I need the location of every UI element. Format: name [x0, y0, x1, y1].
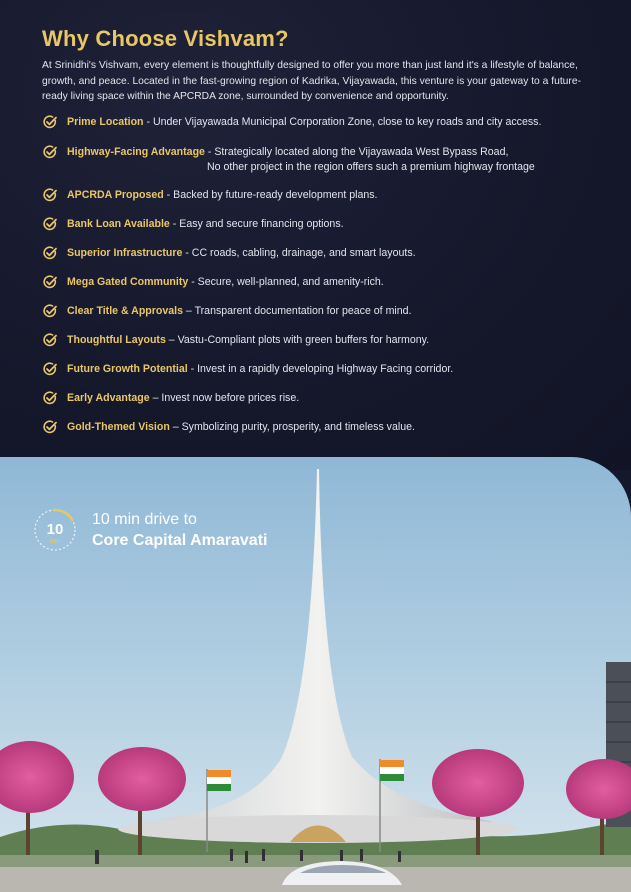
feature-desc: - Under Vijayawada Municipal Corporation Zone, close to key roads and city access. — [143, 116, 542, 128]
check-circle-icon — [42, 332, 58, 348]
feature-title: Thoughtful Layouts — [67, 334, 166, 346]
check-circle-icon — [42, 144, 58, 160]
feature-title: Prime Location — [67, 116, 144, 128]
feature-desc: – Vastu-Compliant plots with green buffers for harmony. — [165, 334, 430, 346]
check-circle-icon — [42, 274, 58, 290]
check-circle-icon — [42, 245, 58, 261]
feature-desc: - Secure, well-planned, and amenity-rich. — [188, 276, 384, 288]
drive-line1: 10 min drive to — [92, 511, 197, 528]
page-title: Why Choose Vishvam? — [42, 26, 289, 51]
feature-title: Superior Infrastructure — [67, 247, 183, 259]
feature-title: Gold-Themed Vision — [67, 421, 170, 433]
feature-desc: - Invest in a rapidly developing Highway Facing corridor. — [187, 363, 454, 375]
badge-number: 10 — [46, 521, 64, 538]
feature-title: Clear Title & Approvals — [67, 305, 183, 317]
drive-line2: Core Capital Amaravati — [92, 532, 268, 549]
feature-title: Highway-Facing Advantage — [67, 146, 205, 158]
feature-title: Early Advantage — [67, 392, 150, 404]
feature-desc: - CC roads, cabling, drainage, and smart layouts. — [182, 247, 416, 259]
check-circle-icon — [42, 114, 58, 130]
feature-title: Mega Gated Community — [67, 276, 189, 288]
feature-desc: – Symbolizing purity, prosperity, and timeless value. — [169, 421, 415, 433]
badge-unit: min — [49, 538, 61, 545]
intro-paragraph: At Srinidhi's Vishvam, every element is thoughtfully designed to offer you more than just land it's a lifestyle of balance, growth, and peace. Located in the fast-growing region of Kadrika, Vijayawada, this venture is your gateway to a future-ready living space within the APCRDA zone, surrounded by convenience and opportunity. — [42, 60, 581, 103]
timer-icon — [32, 507, 78, 553]
feature-title: Bank Loan Available — [67, 218, 170, 230]
check-circle-icon — [42, 390, 58, 406]
drive-caption — [92, 510, 267, 552]
feature-title: Future Growth Potential — [67, 363, 188, 375]
feature-desc: - Backed by future-ready development plans. — [163, 189, 378, 201]
feature-title: APCRDA Proposed — [67, 189, 164, 201]
feature-desc: – Transparent documentation for peace of mind. — [182, 305, 412, 317]
check-circle-icon — [42, 361, 58, 377]
feature-desc-line2: No other project in the region offers such a premium highway frontage — [207, 160, 535, 173]
feature-desc: - Strategically located along the Vijayawada West Bypass Road, — [204, 146, 509, 158]
check-circle-icon — [42, 419, 58, 435]
feature-desc: - Easy and secure financing options. — [169, 218, 344, 230]
check-circle-icon — [42, 187, 58, 203]
feature-desc: – Invest now before prices rise. — [149, 392, 300, 404]
check-circle-icon — [42, 303, 58, 319]
check-circle-icon — [42, 216, 58, 232]
